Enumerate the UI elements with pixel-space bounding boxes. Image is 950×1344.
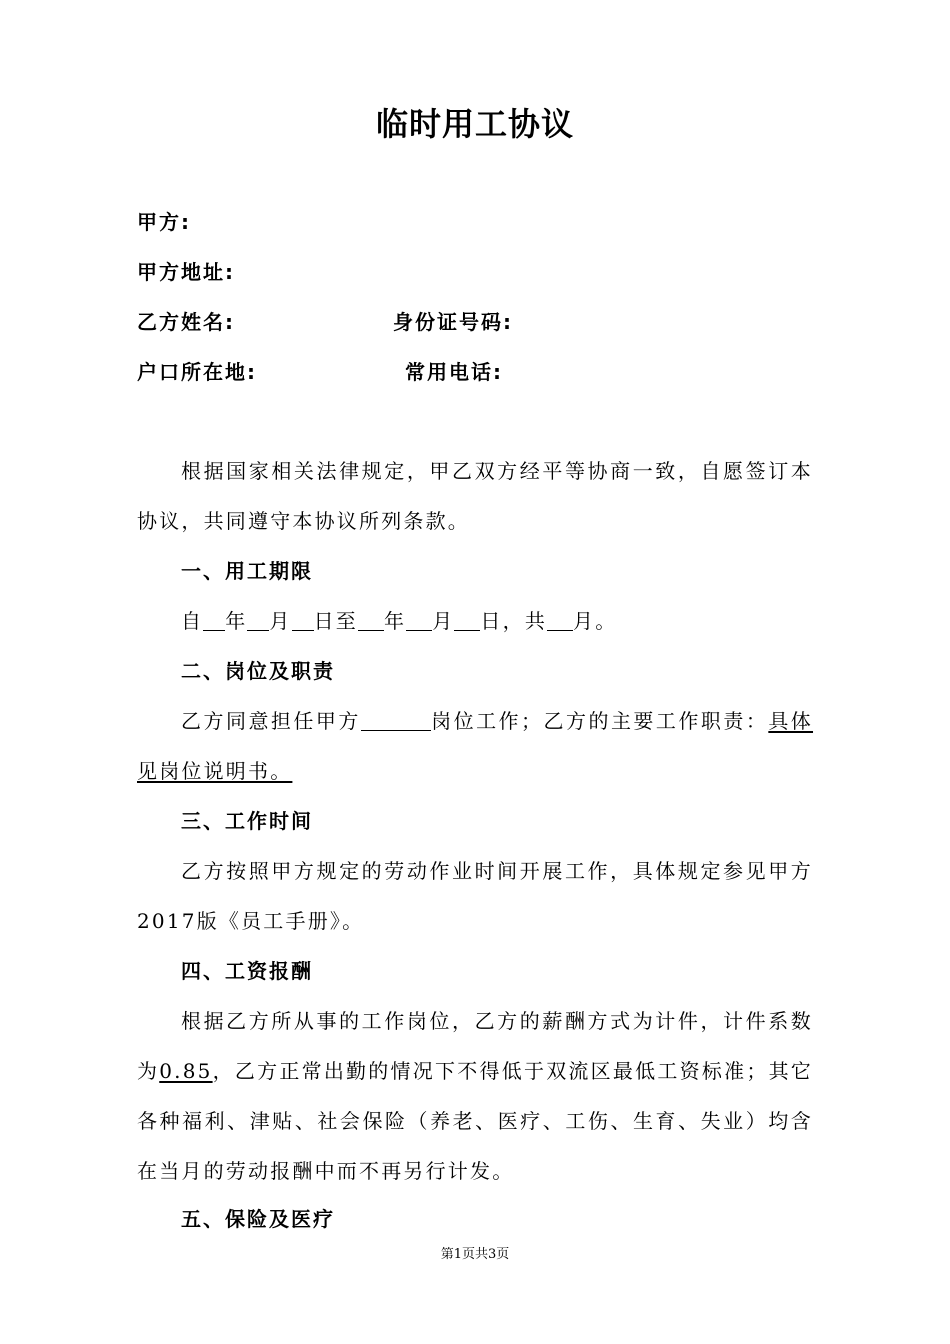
blank-position-name — [361, 708, 431, 731]
section-wages-text — [137, 996, 813, 1196]
term-text-part: 日至 — [313, 609, 359, 633]
household-registration-label: 户口所在地: — [137, 360, 257, 384]
intro-paragraph: 根据国家相关法律规定，甲乙双方经平等协商一致，自愿签订本协议，共同遵守本协议所列条款。 — [137, 459, 813, 533]
term-text-part: 年 — [225, 609, 248, 633]
party-b-name-label: 乙方姓名: — [137, 310, 235, 334]
section-work-time-text: 乙方按照甲方规定的劳动作业时间开展工作，具体规定参见甲方2017版《员工手册》。 — [137, 859, 813, 933]
section-heading-term: 一、用工期限 — [181, 559, 313, 583]
wages-text-a: 根据乙方所从事的工作岗位，乙方的薪酬方式为计件，计件系数为 — [137, 1009, 813, 1083]
blank-start-month — [247, 608, 269, 631]
position-text-a: 乙方同意担任甲方 — [181, 709, 361, 733]
section-position-text — [137, 696, 813, 796]
blank-start-year — [203, 608, 225, 631]
phone-label: 常用电话: — [405, 360, 503, 384]
wages-text-b: ，乙方正常出勤的情况下不得低于双流区最低工资标准；其它各种福利、津贴、社会保险（养老、医疗、工伤、生育、失业）均含在当月的劳动报酬中而不再另行计发。 — [137, 1059, 814, 1183]
section-heading-position: 二、岗位及职责 — [181, 659, 335, 683]
position-duties-underlined: 具体见岗位说明书。 — [137, 709, 814, 783]
term-text-part: 年 — [384, 609, 407, 633]
piece-rate-coefficient: 0.85 — [159, 1059, 213, 1083]
term-text-part: 月 — [432, 609, 455, 633]
blank-start-day — [292, 608, 314, 631]
term-text-part: 自 — [181, 609, 204, 633]
term-text-part: 日，共 — [480, 609, 548, 633]
party-a-label: 甲方: — [137, 210, 191, 234]
blank-total-months — [547, 608, 573, 631]
id-number-label: 身份证号码: — [393, 310, 513, 334]
party-a-address-label: 甲方地址: — [137, 260, 235, 284]
section-heading-work-time: 三、工作时间 — [181, 809, 313, 833]
term-text-part: 月 — [269, 609, 292, 633]
blank-end-month — [406, 608, 432, 631]
document-title: 临时用工协议 — [375, 105, 574, 143]
position-text-b: 岗位工作；乙方的主要工作职责： — [430, 709, 769, 733]
section-heading-insurance: 五、保险及医疗 — [181, 1207, 335, 1231]
page-number-footer: 第1页共3页 — [440, 1247, 510, 1262]
blank-end-year — [358, 608, 384, 631]
section-term-text — [137, 596, 813, 646]
term-text-part: 月。 — [573, 609, 618, 633]
section-heading-wages: 四、工资报酬 — [181, 959, 313, 983]
blank-end-day — [454, 608, 480, 631]
